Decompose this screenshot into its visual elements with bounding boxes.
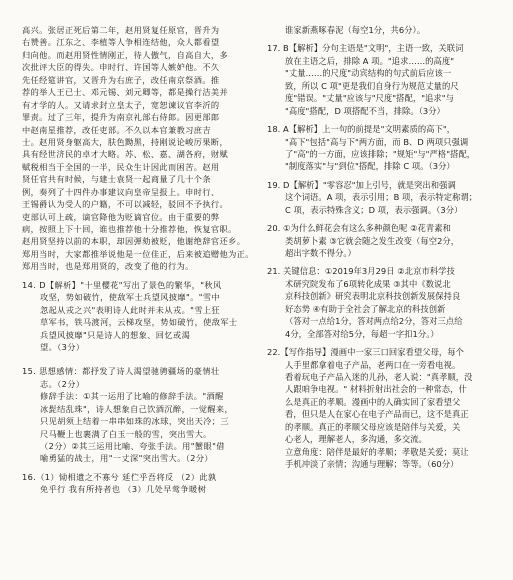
- right-column: [267, 24, 499, 502]
- text-line: 先任经筵讲官，又晋升为右庶子，改任南京祭酒。推: [22, 74, 220, 85]
- passage-translation: [22, 24, 254, 273]
- answer-16: [22, 471, 254, 496]
- text-line: 望。（3分）: [40, 341, 85, 352]
- text-line: 么是真正的孝顺。漫画中的人确实回了家看望父: [285, 396, 461, 407]
- text-line: 人手里都拿着电子产品，老两口在一旁看电视。: [285, 359, 461, 370]
- text-line: 赵用贤坚持以前的本职，却因弹劾被贬，他谢绝辞官还乡。: [22, 236, 246, 247]
- text-line: 看着玩电子产品入迷的儿孙，老人说："真孝顺，没: [285, 371, 473, 382]
- text-line: C 项，表示特殊含义；D 项，表示强调。（3分）: [285, 204, 463, 215]
- text-line: 22.【写作指导】漫画中一家三口回家看望父母，每个: [267, 347, 464, 358]
- text-line: 右赞善。江东之、李植等人争相连结他，众人都看望: [22, 37, 220, 48]
- text-line: 士。赵用贤身躯高大，肤色黝黑，持刚说论峻厉果断，: [22, 136, 229, 147]
- text-line: 忽起从戎之兴"表明诗人此时并未从戎。"雪上狂: [40, 304, 221, 315]
- answer-15: [22, 365, 254, 465]
- text-line: 尺马鞭上也裹满了白玉一般的雪，突出雪大。: [40, 428, 212, 439]
- text-line: 荐的举人王已士、邓元锡、刘元卿等，都是操行洁美并: [22, 87, 229, 98]
- text-line: 了"高"的一方面，应该排除；"规矩"与"严格"搭配，: [285, 148, 476, 159]
- text-line: 例，奏列了十四件办事建议向皇帝呈报上。申时行、: [22, 186, 220, 197]
- text-line: 4分，全部答对给5分，每超一字扣1分。）: [285, 328, 439, 339]
- answer-21: [267, 265, 499, 340]
- text-line: 赋税相当于全国的一半，民众生计因此而困苦。赵用: [22, 161, 220, 172]
- text-line: 17. B【解析】分句主语是"文明"，主语一致，关联词: [267, 43, 464, 54]
- text-line: 郑用当时，大家都推举说他是一位佳正，后来被追赠他为正。: [22, 248, 254, 259]
- text-line: 中赵南星推荐，改任吏部。不久以本官兼教习庶吉: [22, 124, 211, 135]
- text-line: 归向他。而赵用贤性情刚正，待人傲气，自高自大，多: [22, 49, 229, 60]
- text-line: 京科技创新》研究表明北京科技创新发展保持良: [285, 291, 461, 302]
- text-line: "高度"搭配，D 项搭配不当，排除。（3分）: [285, 105, 445, 116]
- answer-17: [267, 42, 499, 117]
- text-line: "制度落实"与"到位"搭配，排除 C 项。（3分）: [285, 161, 455, 172]
- text-line: 立意角度：陪伴是最好的孝顺；孝敬是关爱；莫让: [285, 446, 469, 457]
- text-line: 的孝顺。真正的孝顺父母应该是陪伴与关爱，关: [285, 421, 461, 432]
- left-column: [22, 24, 254, 502]
- text-line: 21. 关键信息：①2019年3月29日 ②北京市科学技: [267, 266, 455, 277]
- text-line: 19. D【解析】"零容忍"加上引号，就是突出和强调: [267, 179, 456, 190]
- answer-14: [22, 279, 254, 354]
- text-line: 志。（2分）: [40, 378, 85, 389]
- text-line: 人跟咱争电视。" 材料折射出社会的一种常态，什: [285, 384, 467, 395]
- text-line: 只见胡须上结着一串串如珠的冰球，突出天冷；三: [40, 416, 229, 427]
- text-line: 15. 思想感情：都抒发了诗人渴望驰骋疆场的豪情壮: [22, 366, 220, 377]
- text-line: 喻勇猛的战士，用"一丈深"突出雪大。（2分）: [40, 453, 214, 464]
- text-line: 这个词语。A 项，表示引用；B 项，表示特定称谓；: [285, 192, 478, 203]
- text-line: 冰髭结乱珠"，诗人想象自己饮酒沉醉，一觉醒来，: [40, 403, 234, 414]
- text-line: 兵望风披靡"只是诗人的想象、回忆或渴: [40, 329, 191, 340]
- text-line: "丈量……的尺度"动宾结构的句式前后应该一: [285, 68, 452, 79]
- text-line: 谁家新燕啄春泥（每空1分，共6分）。: [285, 25, 426, 35]
- text-line: 看，但只是人在家心在电子产品而已，这不是真正: [285, 409, 469, 420]
- text-line: "高下"包括"高与下"两方面，而 B、D 两项只强调: [285, 136, 469, 147]
- text-line: 具有经世济民的卓才大略。苏、松、嘉、湖各府，财赋: [22, 149, 229, 160]
- text-line: 心老人，理解老人，多沟通，多交流。: [285, 434, 427, 445]
- text-line: 修辞手法：①其一运用了比喻的修辞手法。"酒醒: [40, 391, 224, 402]
- text-line: 18. A【解析】上一句的前提是"文明素质的高下"，: [267, 124, 456, 135]
- text-line: 有才学的人。又请求封立皇太子，宽恕谏议官李沂的: [22, 99, 220, 110]
- answer-16-continued: [267, 24, 499, 36]
- text-line: 20. ①为什么鲜花会有这么多种颜色呢 ②花青素和: [267, 223, 451, 234]
- text-line: 免乎行 我有所持者也 （3）几处早莺争暖树: [40, 484, 207, 495]
- text-line: 贤任官共有时候，与建士袁贤一起商量了几十个条: [22, 174, 211, 185]
- answer-18: [267, 123, 499, 173]
- text-line: （答对一点给1分，答对两点给2分，答对三点给: [285, 316, 463, 327]
- text-line: 罪责。过了三年，提升为南京礼部右侍郎。因更部郎: [22, 112, 220, 123]
- text-line: 致，所以 C 项"更是我们自身行为规范丈量的尺: [285, 80, 459, 91]
- text-line: 手机冲淡了亲情；沟通与理解；等等。（60分）: [285, 459, 459, 469]
- text-line: 16.（1）恸相遗之不寡兮 延伫乎吾将反 （2）此孰: [22, 471, 217, 482]
- text-line: 好态势 ④有助于全社会了解北京的科技创新: [285, 303, 446, 314]
- answer-22: [267, 346, 499, 470]
- text-line: 超出字数不得分。）: [285, 248, 356, 258]
- text-line: 王锡爵认为受人的户籍，不可以减轻，驳回不予执行。: [22, 199, 229, 210]
- text-line: 病，按照上下十回，谁也推荐他十分推荐他，恢复官职。: [22, 224, 237, 234]
- text-line: 草军书，铁马渡河，云梯攻坚，势如破竹，使敌军士: [40, 317, 238, 328]
- answer-19: [267, 179, 499, 216]
- text-line: 14. D【解析】"十里樱花"写出了景色的繁华，"秋风: [22, 279, 222, 290]
- text-line: 度"错误。"丈量"应该与"尺度"搭配，"追求"与: [285, 93, 454, 104]
- text-line: 放在主语之后，排除 A 项。"追求……的高度": [285, 55, 455, 66]
- text-line: （2分）②其三运用比喻、夸张手法。用"蟹眼"借: [40, 441, 225, 451]
- answer-20: [267, 222, 499, 259]
- text-line: 次批评大臣的得失。申时行、许国等人嫉妒他。不久: [22, 62, 220, 73]
- text-line: 郑用当时，也是郑用贤的，改变了他的行为。: [22, 261, 194, 272]
- text-line: 类胡萝卜素 ③它就会随之发生改变（每空2分，: [285, 235, 460, 246]
- text-line: 高兴。张居正死后第二年，赵用贤复任原官，晋升为: [22, 25, 220, 35]
- text-line: 攻坚，势如破竹，使敌军士兵望风披靡"。"雪中: [40, 292, 221, 303]
- text-line: 吏部认可上疏，谪官降他为贬谪官位。由于重要的弊: [22, 211, 220, 222]
- text-line: 术研究院发布了6项转化成果 ③其中《数说北: [285, 278, 451, 289]
